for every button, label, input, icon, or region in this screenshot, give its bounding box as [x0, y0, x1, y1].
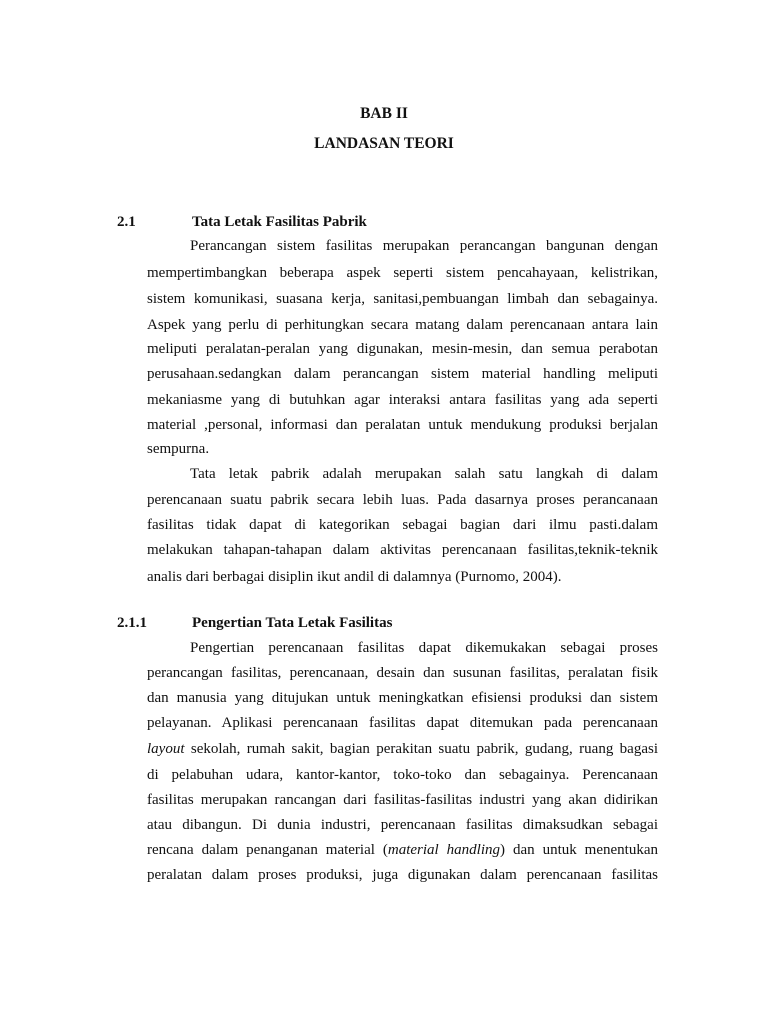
- paragraph-line: di pelabuhan udara, kantor-kantor, toko-toko dan sebagainya. Perencanaan: [147, 767, 658, 783]
- paragraph-line: Tata letak pabrik adalah merupakan salah satu langkah di dalam: [190, 466, 658, 482]
- chapter-title: LANDASAN TEORI: [314, 135, 454, 152]
- paragraph-line: sempurna.: [147, 441, 210, 457]
- paragraph-line: Perancangan sistem fasilitas merupakan perancangan bangunan dengan: [190, 238, 658, 254]
- chapter-number: BAB II: [360, 105, 408, 122]
- paragraph-line: melakukan tahapan-tahapan dalam aktivitas perencanaan fasilitas,teknik-teknik: [147, 542, 658, 558]
- section-title: Tata Letak Fasilitas Pabrik: [192, 214, 367, 230]
- paragraph-line: perusahaan.sedangkan dalam perancangan sistem material handling meliputi: [147, 366, 658, 382]
- paragraph-line: fasilitas merupakan rancangan dari fasilitas-fasilitas industri yang akan didirikan: [147, 792, 658, 808]
- paragraph-line: fasilitas tidak dapat di kategorikan sebagai bagian dari ilmu pasti.dalam: [147, 517, 658, 533]
- paragraph-line: atau dibangun. Di dunia industri, perencanaan fasilitas dimaksudkan sebagai: [147, 817, 658, 833]
- paragraph-line: layout sekolah, rumah sakit, bagian perakitan suatu pabrik, gudang, ruang bagasi: [147, 741, 658, 757]
- paragraph-line: analis dari berbagai disiplin ikut andil di dalamnya (Purnomo, 2004).: [147, 569, 562, 585]
- paragraph-line: mempertimbangkan beberapa aspek seperti sistem pencahayaan, kelistrikan,: [147, 265, 658, 281]
- paragraph-line: meliputi peralatan-peralan yang digunakan, mesin-mesin, dan semua perabotan: [147, 341, 658, 357]
- paragraph-line: material ,personal, informasi dan peralatan untuk mendukung produksi berjalan: [147, 417, 658, 433]
- italic-term: material handling: [387, 842, 500, 858]
- paragraph-line: dan manusia yang ditujukan untuk meningkatkan efisiensi produksi dan sistem: [147, 690, 658, 706]
- paragraph-line: mekaniasme yang di butuhkan agar interaksi antara fasilitas yang ada seperti: [147, 392, 658, 408]
- paragraph-line: peralatan dalam proses produksi, juga digunakan dalam perencanaan fasilitas: [147, 867, 658, 883]
- paragraph-line: perencanaan suatu pabrik secara lebih luas. Pada dasarnya proses perancanaan: [147, 492, 658, 508]
- paragraph-line: rencana dalam penanganan material (material handling) dan untuk menentukan: [147, 842, 658, 858]
- section-number: 2.1: [117, 214, 136, 230]
- paragraph-line: perancangan fasilitas, perencanaan, desain dan susunan fasilitas, peralatan fisik: [147, 665, 658, 681]
- paragraph-line: Pengertian perencanaan fasilitas dapat dikemukakan sebagai proses: [190, 640, 658, 656]
- section-number: 2.1.1: [117, 615, 147, 631]
- section-heading-2-1: [117, 213, 367, 231]
- paragraph-line: pelayanan. Aplikasi perencanaan fasilitas dapat ditemukan pada perencanaan: [147, 715, 658, 731]
- paragraph-line: Aspek yang perlu di perhitungkan secara matang dalam perencanaan antara lain: [147, 317, 658, 333]
- paragraph-line: sistem komunikasi, suasana kerja, sanitasi,pembuangan limbah dan sebagainya.: [147, 291, 658, 307]
- italic-term: layout: [147, 741, 185, 757]
- section-title: Pengertian Tata Letak Fasilitas: [192, 615, 393, 631]
- section-heading-2-1-1: [117, 614, 392, 632]
